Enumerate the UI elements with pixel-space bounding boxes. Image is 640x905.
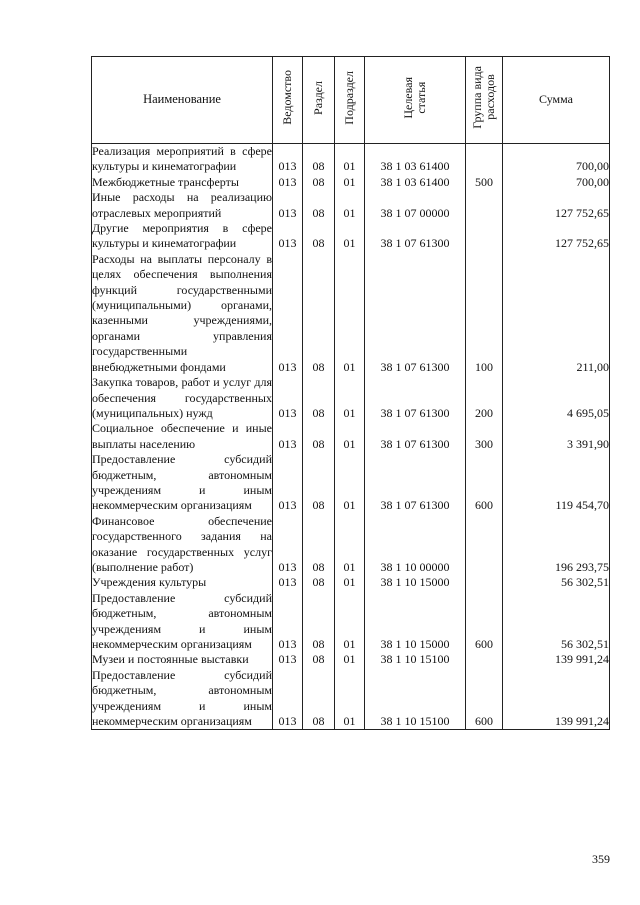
row-expense-group: 500: [466, 175, 503, 190]
row-sum: 196 293,75: [503, 514, 610, 576]
row-sum: 700,00: [503, 144, 610, 175]
table-row: [92, 668, 610, 730]
header-sum: Сумма: [503, 57, 610, 144]
row-subsection: 01: [335, 375, 365, 421]
row-name: Иные расходы на реализацию отраслевых мероприятий: [92, 190, 272, 220]
row-name: Социальное обеспечение и иные выплаты населению: [92, 421, 272, 451]
row-subsection: 01: [335, 190, 365, 221]
row-section: 08: [303, 190, 335, 221]
row-expense-group: [466, 190, 503, 221]
row-subsection: 01: [335, 421, 365, 452]
row-subsection: 01: [335, 575, 365, 590]
row-expense-group: 300: [466, 421, 503, 452]
row-expense-group: [466, 221, 503, 252]
row-subsection: 01: [335, 668, 365, 730]
header-section: Раздел: [303, 57, 335, 144]
row-expense-group: [466, 144, 503, 175]
row-name: Другие мероприятия в сфере культуры и кинематографии: [92, 221, 272, 251]
row-sum: 3 391,90: [503, 421, 610, 452]
table-row: [92, 652, 610, 667]
row-section: 08: [303, 668, 335, 730]
row-name: Предоставление субсидий бюджетным, автономным учреждениям и иным некоммерческим организациям: [92, 590, 272, 651]
row-subsection: 01: [335, 652, 365, 667]
row-section: 08: [303, 652, 335, 667]
page-number: 359: [592, 852, 610, 866]
row-sum: 139 991,24: [503, 652, 610, 667]
row-department: 013: [273, 221, 303, 252]
row-expense-group: 600: [466, 452, 503, 514]
row-target-article: 38 1 03 61400: [365, 144, 466, 175]
row-sum: 139 991,24: [503, 668, 610, 730]
row-section: 08: [303, 452, 335, 514]
row-sum: 56 302,51: [503, 591, 610, 653]
row-department: 013: [273, 514, 303, 576]
row-sum: 700,00: [503, 175, 610, 190]
table-body: [92, 144, 610, 730]
row-target-article: 38 1 10 15000: [365, 591, 466, 653]
row-department: 013: [273, 668, 303, 730]
row-sum: 56 302,51: [503, 575, 610, 590]
row-section: 08: [303, 591, 335, 653]
row-sum: 211,00: [503, 252, 610, 375]
row-expense-group: [466, 514, 503, 576]
row-sum: 4 695,05: [503, 375, 610, 421]
row-subsection: 01: [335, 144, 365, 175]
row-target-article: 38 1 07 61300: [365, 375, 466, 421]
table-row: [92, 421, 610, 452]
header-subsection: Подраздел: [335, 57, 365, 144]
row-subsection: 01: [335, 175, 365, 190]
row-target-article: 38 1 07 00000: [365, 190, 466, 221]
row-department: 013: [273, 190, 303, 221]
row-target-article: 38 1 10 15100: [365, 652, 466, 667]
row-sum: 127 752,65: [503, 221, 610, 252]
row-name: Реализация мероприятий в сфере культуры и кинематографии: [92, 144, 272, 174]
row-section: 08: [303, 221, 335, 252]
row-expense-group: [466, 652, 503, 667]
row-name: Учреждения культуры: [92, 575, 273, 590]
row-section: 08: [303, 575, 335, 590]
row-name: Предоставление субсидий бюджетным, автономным учреждениям и иным некоммерческим организациям: [92, 667, 272, 729]
table-row: [92, 252, 610, 375]
row-target-article: 38 1 07 61300: [365, 252, 466, 375]
table-row: [92, 575, 610, 590]
row-section: 08: [303, 375, 335, 421]
row-subsection: 01: [335, 221, 365, 252]
header-department: Ведомство: [273, 57, 303, 144]
row-name: Закупка товаров, работ и услуг для обеспечения государственных (муниципальных) нужд: [92, 375, 272, 420]
row-target-article: 38 1 10 00000: [365, 514, 466, 576]
row-department: 013: [273, 175, 303, 190]
row-name: Расходы на выплаты персоналу в целях обеспечения выполнения функций государственными (муниципальными) органами, казенными учреждениями, органами управления государственными внебюджетными фондами: [92, 251, 272, 374]
row-target-article: 38 1 07 61300: [365, 221, 466, 252]
row-section: 08: [303, 421, 335, 452]
header-row: [92, 57, 610, 144]
row-target-article: 38 1 10 15100: [365, 668, 466, 730]
row-sum: 127 752,65: [503, 190, 610, 221]
row-section: 08: [303, 144, 335, 175]
table-row: [92, 175, 610, 190]
header-target-article: Целевая статья: [365, 57, 466, 144]
header-expense-group: Группа вида расходов: [466, 57, 503, 144]
row-target-article: 38 1 10 15000: [365, 575, 466, 590]
row-name: Межбюджетные трансферты: [92, 175, 273, 190]
row-department: 013: [273, 252, 303, 375]
row-expense-group: 600: [466, 591, 503, 653]
row-name: Музеи и постоянные выставки: [92, 652, 273, 667]
row-name: Предоставление субсидий бюджетным, автономным учреждениям и иным некоммерческим организациям: [92, 452, 272, 513]
budget-table: [91, 56, 610, 730]
row-department: 013: [273, 452, 303, 514]
row-department: 013: [273, 421, 303, 452]
row-section: 08: [303, 514, 335, 576]
row-subsection: 01: [335, 452, 365, 514]
row-expense-group: 200: [466, 375, 503, 421]
table-row: [92, 144, 610, 175]
table-row: [92, 591, 610, 653]
row-expense-group: 600: [466, 668, 503, 730]
row-department: 013: [273, 144, 303, 175]
table-row: [92, 514, 610, 576]
table-row: [92, 452, 610, 514]
header-name: Наименование: [92, 57, 273, 144]
row-subsection: 01: [335, 591, 365, 653]
row-name: Финансовое обеспечение государственного задания на оказание государственных услуг (выполнение работ): [92, 513, 272, 574]
table-row: [92, 190, 610, 221]
row-expense-group: 100: [466, 252, 503, 375]
row-target-article: 38 1 07 61300: [365, 452, 466, 514]
row-department: 013: [273, 652, 303, 667]
row-department: 013: [273, 591, 303, 653]
row-department: 013: [273, 375, 303, 421]
row-target-article: 38 1 07 61300: [365, 421, 466, 452]
row-subsection: 01: [335, 252, 365, 375]
row-department: 013: [273, 575, 303, 590]
row-section: 08: [303, 252, 335, 375]
row-sum: 119 454,70: [503, 452, 610, 514]
row-section: 08: [303, 175, 335, 190]
row-expense-group: [466, 575, 503, 590]
table-row: [92, 221, 610, 252]
table-row: [92, 375, 610, 421]
row-subsection: 01: [335, 514, 365, 576]
row-target-article: 38 1 03 61400: [365, 175, 466, 190]
